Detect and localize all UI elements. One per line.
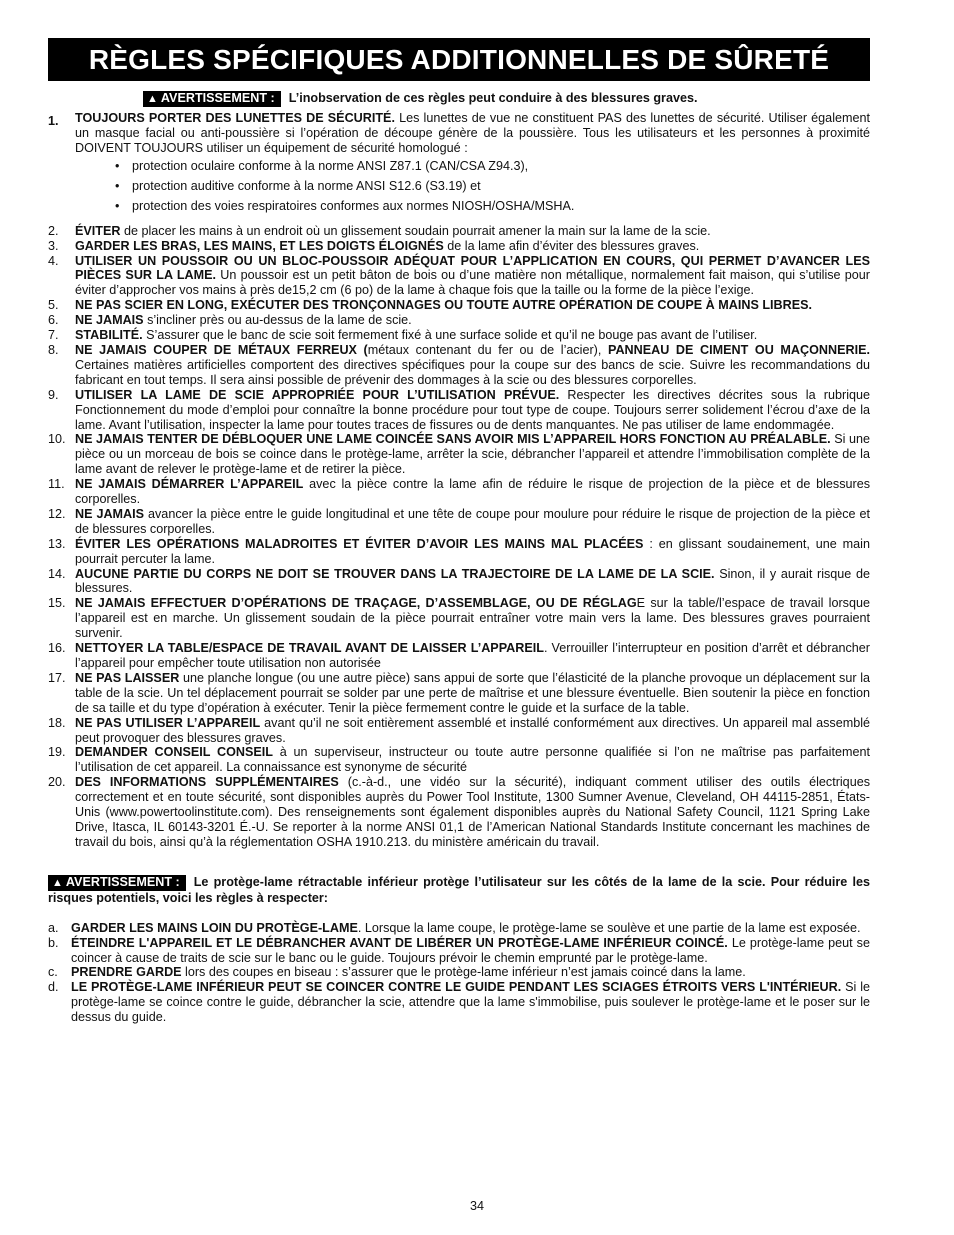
rule-text: une planche longue (ou une autre pièce) sans appui de sorte que l’élasticité de la planche provoque un déplacement sur la table de la scie. Un tel déplacement pourrait se solder par une perte de maîtrise et une blessure éventuelle. Bien soutenir la pièce en fonction de sa taille et du type d’opération à exécuter. Tenir la pièce fermement contre le guide et la surface de la table. <box>75 670 870 715</box>
rule-number: 12. <box>48 506 66 521</box>
list-item: • protection des voies respiratoires conformes aux normes NIOSH/OSHA/MSHA. <box>115 196 870 216</box>
rule-number: 11. <box>48 477 65 492</box>
rule-body <box>75 239 870 254</box>
rule-number: 6. <box>48 313 59 328</box>
rule-item <box>48 254 870 299</box>
rule-number: 2. <box>48 223 59 238</box>
rule-body <box>75 716 870 746</box>
rule-lead: NE PAS LAISSER <box>75 670 180 685</box>
rule-text: S’assurer que le banc de scie soit fermement fixé à une surface solide et qu’il ne bouge pas avant de l’utiliser. <box>142 328 758 343</box>
rule-item <box>48 507 870 537</box>
rule-number: 13. <box>48 536 66 551</box>
rule-body <box>75 111 870 156</box>
rule-number: 10. <box>48 432 66 447</box>
rule-text: Si le protège-lame se coince contre le guide, débrancher la scie, attendre que la lame s'immobilise, puis soulever le protège-lame et le poser sur le dessus du guide. <box>71 980 870 1025</box>
rule-item <box>48 224 870 239</box>
rule-lead: ÉVITER LES OPÉRATIONS MALADROITES ET ÉVITER D’AVOIR LES MAINS MAL PLACÉES <box>75 536 644 551</box>
rule-body <box>75 745 870 775</box>
rule-text: lors des coupes en biseau : s’assurer que le protège-lame inférieur n’est jamais coincé dans la lame. <box>181 965 746 980</box>
rule-text: avant qu’il ne soit entièrement assemblé et installé conformément aux directives. Un appareil mal assemblé peut provoquer des blessures graves. <box>75 715 871 745</box>
rule-text: Les lunettes de vue ne constituent PAS des lunettes de sécurité. Utiliser également un masque facial ou anti-poussière si l’opération de découpe génère de la poussière. Tous les utilisateurs et les personnes à proximité DOIVENT TOUJOURS utiliser un équipement de sécurité homologué : <box>75 111 870 155</box>
rule-item <box>48 432 870 477</box>
protection-list <box>48 156 870 216</box>
rule-lead: ÉVITER <box>75 223 121 238</box>
rule-lead: ÉTEINDRE L'APPAREIL ET LE DÉBRANCHER AVANT DE LIBÉRER UN PROTÈGE-LAME INFÉRIEUR COINCÉ. <box>71 935 728 950</box>
rule-body <box>71 936 870 966</box>
rule-body <box>75 775 870 850</box>
guard-rule-item <box>48 936 870 966</box>
rule-item <box>48 716 870 746</box>
rule-text: : en glissant soudainement, une main pourrait percuter la lame. <box>75 536 870 566</box>
rule-body <box>75 432 870 477</box>
rule-item <box>48 775 870 850</box>
rule-lead: NE JAMAIS EFFECTUER D’OPÉRATIONS DE TRAÇAGE, D’ASSEMBLAGE, OU DE RÉGLAG <box>75 596 637 611</box>
warning-badge-label: AVERTISSEMENT : <box>160 91 275 105</box>
rule-number: 7. <box>48 328 59 343</box>
rule-number: 16. <box>48 641 66 656</box>
rule-lead: PANNEAU DE CIMENT OU MAÇONNERIE. <box>607 342 870 357</box>
warning-block-2 <box>48 875 870 906</box>
rule-item <box>48 477 870 507</box>
rule-body <box>75 254 870 299</box>
rule-number: 1. <box>48 114 59 128</box>
list-item: • protection oculaire conforme à la norme ANSI Z87.1 (CAN/CSA Z94.3), <box>115 156 870 176</box>
page-number: 34 <box>469 1199 484 1213</box>
warning-text: L’inobservation de ces règles peut conduire à des blessures graves. <box>288 91 698 105</box>
guard-rules-list <box>48 921 870 1025</box>
rule-number: 9. <box>48 387 59 402</box>
rule-text: . Lorsque la lame coupe, le protège-lame se soulève et une partie de la lame est exposée. <box>357 920 861 935</box>
rule-lead: PRENDRE GARDE <box>71 965 182 980</box>
warning-badge <box>48 875 186 891</box>
rule-text: Respecter les directives décrites sous la rubrique Fonctionnement du mode d’emploi pour connaître la bonne procédure pour tout type de coupe. Toujours serrer solidement l’écrou d’axe de la lame. Avant l’utilisation, inspecter la lame pour toutes traces de fissures ou de dents manquantes. Ne pas utiliser de lame endommagée. <box>75 387 870 432</box>
guard-rule-item <box>48 921 870 936</box>
warning-triangle-icon: ▲ <box>147 93 158 105</box>
rule-lead: TOUJOURS PORTER DES LUNETTES DE SÉCURITÉ. <box>75 111 395 125</box>
rule-text: (c.-à-d., une vidéo sur la sécurité), indiquant comment utiliser des outils électriques correctement et en toute sécurité, sont disponibles auprès du Power Tool Institute, 1300 Sumner Avenue, Cleveland, OH 44115-2851, États-Unis (www.powertoolinstitute.com). Des renseignements sont également disponibles auprès du National Safety Council, 1121 Spring Lake Drive, Itasca, IL 60143-3201 É.-U. Se reporter à la norme ANSI 01,1 de l’American National Standards Institute concernant les machines de travail du bois, ainsi qu’à la réglementation OSHA 1910.213. du ministère américain du travail. <box>75 775 870 849</box>
rule-text: métaux contenant du fer ou de l’acier), <box>367 342 608 357</box>
rule-text: Si une pièce ou un morceau de bois se coince dans le protège-lame, arrêter la scie, débrancher l’appareil et attendre l’immobilisation complète de la lame avant de relever le protège-lame et de retirer la pièce. <box>75 432 870 477</box>
safety-rules-content <box>48 91 870 1025</box>
rule-item <box>48 641 870 671</box>
rule-item <box>48 313 870 328</box>
rule-number: 4. <box>48 253 59 268</box>
rule-item <box>48 298 870 313</box>
rule-item <box>48 537 870 567</box>
warning-text: Le protège-lame rétractable inférieur protège l’utilisateur sur les côtés de la lame de la scie. Pour réduire les risques potentiels, voici les règles à respecter: <box>48 874 870 905</box>
rule-body <box>75 507 870 537</box>
rule-body <box>75 477 870 507</box>
rule-text: à un superviseur, instructeur ou toute autre personne qualifiée si l’on ne maîtrise pas parfaitement l’utilisation de cet appareil. La connaissance est synonyme de sécurité <box>75 745 870 775</box>
rule-number: 3. <box>48 238 59 253</box>
rule-number: 15. <box>48 596 66 611</box>
rule-item <box>48 596 870 641</box>
rule-item <box>48 745 870 775</box>
rule-body <box>75 671 870 716</box>
rule-text: avancer la pièce entre le guide longitudinal et une tête de coupe pour moulure pour réduire le risque de projection de la pièce et de blessures corporelles. <box>75 506 870 536</box>
rule-item <box>48 388 870 433</box>
rule-lead: STABILITÉ. <box>75 328 143 343</box>
rule-body <box>75 388 870 433</box>
rule-lead: NE PAS SCIER EN LONG, EXÉCUTER DES TRONÇONNAGES OU TOUTE AUTRE OPÉRATION DE COUPE À MAINS LIBRES. <box>75 298 813 313</box>
rule-lead: DEMANDER CONSEIL CONSEIL <box>75 745 273 760</box>
rule-body <box>75 537 870 567</box>
rule-number: 19. <box>48 745 66 760</box>
rule-text: . Verrouiller l’interrupteur en position d’arrêt et débrancher l’appareil pour empêcher toute utilisation non autorisée <box>75 641 871 670</box>
rule-number: 8. <box>48 342 59 357</box>
rule-text: de la lame afin d’éviter des blessures graves. <box>443 238 700 253</box>
rule-number: d. <box>48 980 59 995</box>
rule-lead: NE JAMAIS <box>75 313 144 328</box>
rule-text: E sur la table/l’espace de travail lorsque l’appareil est en marche. Un glissement soudain de la pièce pourrait entraîner votre main vers la lame. Des blessures graves pourraient survenir. <box>75 596 870 641</box>
rule-item <box>48 328 870 343</box>
rule-number: b. <box>48 935 59 950</box>
rule-lead: NE JAMAIS DÉMARRER L’APPAREIL <box>75 477 304 492</box>
page-title: RÈGLES SPÉCIFIQUES ADDITIONNELLES DE SÛRETÉ <box>48 38 870 81</box>
rule-lead: NE PAS UTILISER L’APPAREIL <box>75 715 261 730</box>
rule-text: avec la pièce contre la lame afin de réduire le risque de projection de la pièce et de blessures corporelles. <box>75 477 871 507</box>
rule-lead: UTILISER UN POUSSOIR OU UN BLOC-POUSSOIR ADÉQUAT POUR L’APPLICATION EN COURS, QUI PERMET D’AVANCER LES PIÈCES SUR LA LAME. <box>75 253 870 283</box>
rule-text: Le protège-lame peut se coincer à cause de traits de scie sur le banc ou le guide. Toujours prévoir le chemin emprunté par le protège-lame. <box>71 935 870 965</box>
rule-body <box>75 328 870 343</box>
rule-lead: DES INFORMATIONS SUPPLÉMENTAIRES <box>75 775 339 790</box>
rule-body <box>75 567 870 597</box>
warning-triangle-icon: ▲ <box>52 876 63 889</box>
rule-lead: NE JAMAIS COUPER DE MÉTAUX FERREUX ( <box>75 342 368 357</box>
rule-body <box>75 224 870 239</box>
warning-badge <box>143 91 281 107</box>
warning-line-1 <box>143 91 870 107</box>
guard-rule-item <box>48 965 870 980</box>
rule-lead: UTILISER LA LAME DE SCIE APPROPRIÉE POUR L’UTILISATION PRÉVUE. <box>75 387 560 402</box>
rule-text: Sinon, il y aurait risque de blessures. <box>75 566 870 596</box>
rules-list <box>48 224 870 850</box>
rule-lead: LE PROTÈGE-LAME INFÉRIEUR PEUT SE COINCER CONTRE LE GUIDE PENDANT LES SCIAGES ÉTROITS VERS L'INTÉRIEUR. <box>71 980 842 995</box>
rule-body <box>71 921 870 936</box>
rule-item <box>48 343 870 388</box>
rule-body <box>71 965 870 980</box>
rule-text: de placer les mains à un endroit où un glissement soudain pourrait amener la main sur la lame de la scie. <box>120 223 711 238</box>
rule-body <box>75 313 870 328</box>
rule-number: a. <box>48 920 59 935</box>
rule-number: 17. <box>48 670 66 685</box>
rule-number: 18. <box>48 715 66 730</box>
rule-lead: NE JAMAIS TENTER DE DÉBLOQUER UNE LAME COINCÉE SANS AVOIR MIS L’APPAREIL HORS FONCTION AU PRÉALABLE. <box>75 432 831 447</box>
rule-body <box>75 298 870 313</box>
rule-item <box>48 239 870 254</box>
guard-rule-item <box>48 980 870 1025</box>
rule-text: Certaines matières artificielles comportent des directives spécifiques pour la coupe sur des bancs de scie. Suivre les recommandations du fabricant en tout temps. Il sera ainsi possible de prévenir des dommages à la scie ou des blessures corporelles. <box>75 357 870 387</box>
rule-item <box>48 567 870 597</box>
rule-lead: AUCUNE PARTIE DU CORPS NE DOIT SE TROUVER DANS LA TRAJECTOIRE DE LA LAME DE LA SCIE. <box>75 566 715 581</box>
rule-lead: NE JAMAIS <box>75 506 145 521</box>
rule-body <box>75 596 870 641</box>
rule-number: 20. <box>48 775 66 790</box>
rule-lead: NETTOYER LA TABLE/ESPACE DE TRAVAIL AVANT DE LAISSER L’APPAREIL <box>75 641 544 656</box>
rule-item <box>48 671 870 716</box>
rule-body <box>71 980 870 1025</box>
rule-text: s’incliner près ou au-dessus de la lame de scie. <box>143 313 412 328</box>
rule-number: c. <box>48 965 58 980</box>
warning-badge-label: AVERTISSEMENT : <box>65 874 180 889</box>
list-item: • protection auditive conforme à la norme ANSI S12.6 (S3.19) et <box>115 176 870 196</box>
rule-body <box>75 641 870 671</box>
rule-body <box>75 343 870 388</box>
rule-text: Un poussoir est un petit bâton de bois ou d’une matière non métallique, normalement fait maison, qui s’utilise pour éviter d’approcher vos mains à près de15,2 cm (6 po) de la lame à chaque fois que la taille ou la forme de la pièce l’exige. <box>75 268 870 298</box>
rule-lead: GARDER LES MAINS LOIN DU PROTÈGE-LAME <box>71 920 358 935</box>
rule-number: 5. <box>48 298 59 313</box>
rule-item-1 <box>48 111 870 156</box>
rule-number: 14. <box>48 566 66 581</box>
rule-lead: GARDER LES BRAS, LES MAINS, ET LES DOIGTS ÉLOIGNÉS <box>75 238 444 253</box>
